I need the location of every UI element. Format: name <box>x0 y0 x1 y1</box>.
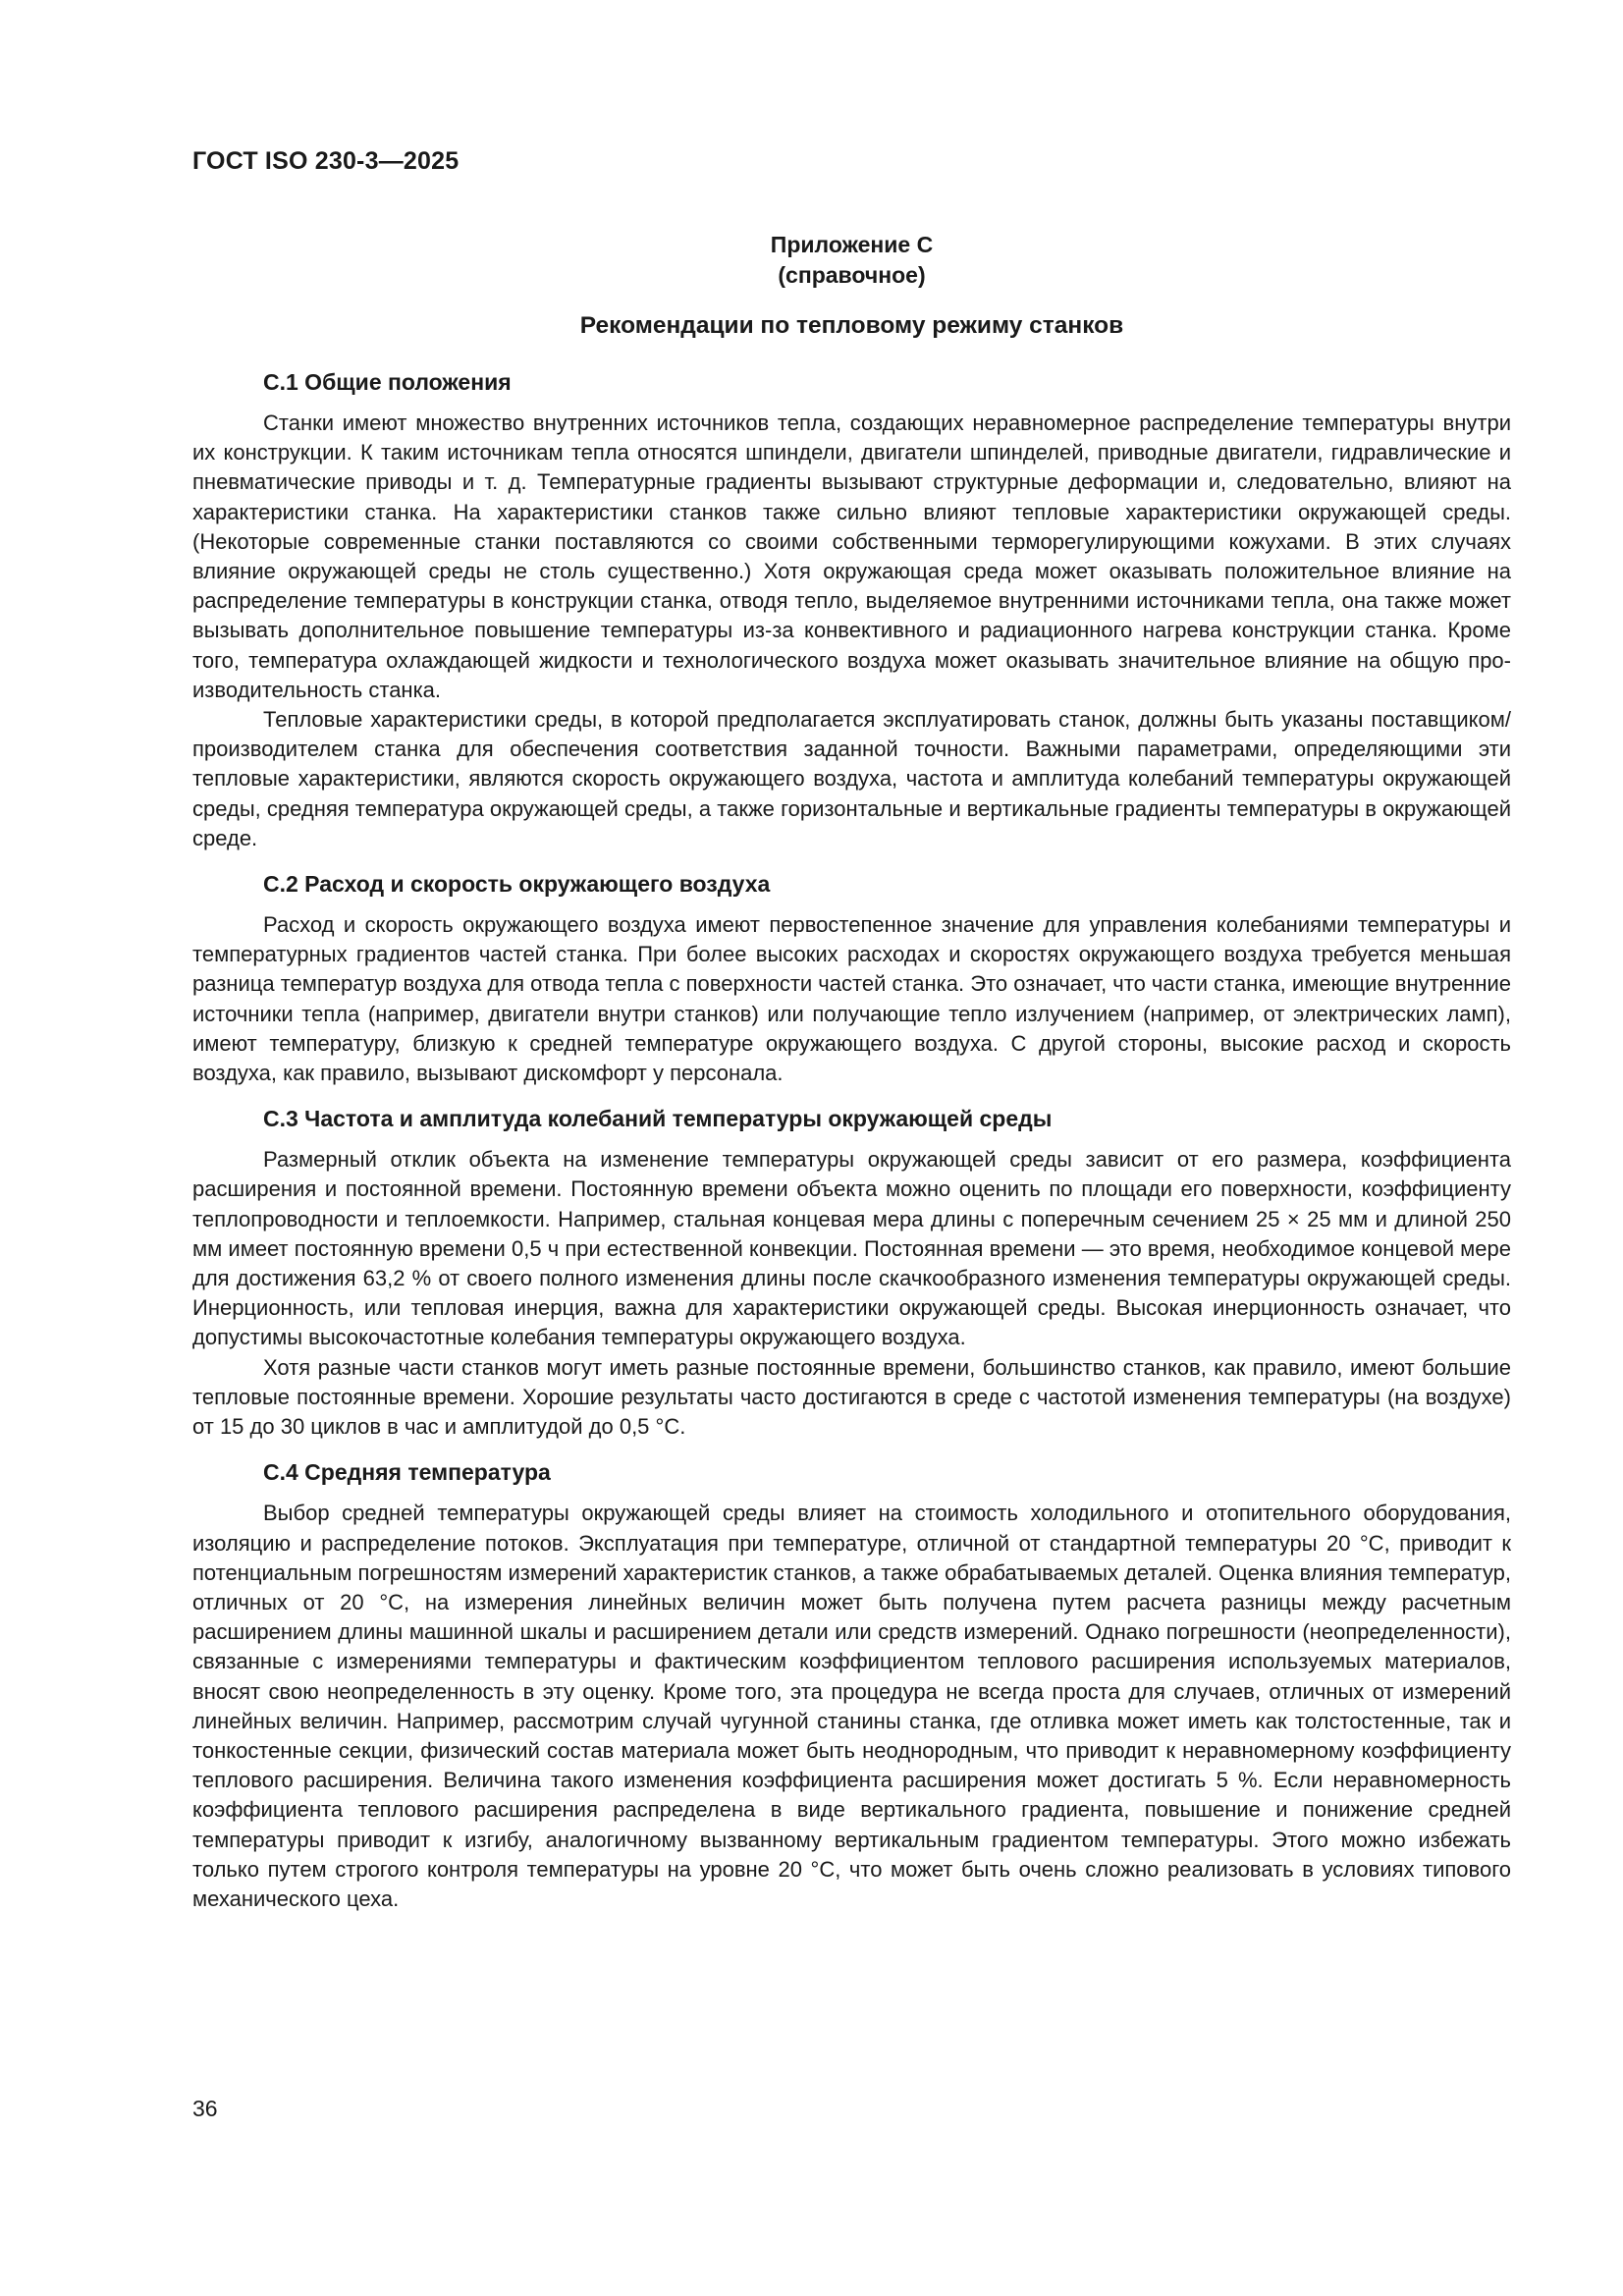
section-heading: С.1 Общие положения <box>263 369 512 395</box>
annex-title: Рекомендации по тепловому режиму станков <box>579 312 1124 339</box>
paragraph: Хотя разные части станков могут иметь разные постоянные времени, большинство станков, как правило, имеют большие тепловые постоянные времени. Хорошие результаты часто достигаются в среде с частотой изменения температуры (на воздухе) от 15 до 30 циклов в час и амплитудой до 0,5 °C. <box>192 1354 1511 1440</box>
paragraph: Станки имеют множество внутренних источников тепла, создающих неравномерное распределение температуры внутри их конструкции. К таким источникам тепла относятся шпиндели, двигатели шпинделей, приводные двигатели, гидравлические и пневматические приводы и т. д. Температурные градиенты вызывают структурные деформации и, следовательно, влияют на характеристики станка. На характеристики станков также сильно влияют тепловые характеристики окружающей среды. (Некоторые современные станки поставляются со своими собственными терморегулирующими кожухами. В этих случаях влияние окружающей среды не столь существенно.) Хотя окружающая среда может оказывать положительное влияние на распределение температуры в конструкции станка, отводя тепло, выделяемое внутренними источниками тепла, она также может вызывать дополнительное повышение температуры из-за конвективного и радиационного нагрева конструкции станка. Кроме того, температура охлаждающей жидкости и технологического воздуха может оказывать значительное влияние на общую производительность станка. <box>192 410 1511 702</box>
paragraph: Размерный отклик объекта на изменение температуры окружающей среды зависит от его размера, коэффициента расширения и постоянной времени. Постоянную времени объекта можно оценить по площади его поверхности, коэффициенту теплопроводности и теплоемкости. Например, стальная концевая мера длины с поперечным сечением 25 × 25 мм и длиной 250 мм имеет постоянную времени 0,5 ч при естественной конвекции. Постоянная времени — это время, необходимое концевой мере для достижения 63,2 % от своего полного изменения длины после скачкообразного изменения температуры окружающей среды. Инерционность, или тепловая инерция, важна для характеристики окружающей среды. Высокая инерционность означает, что допустимы высокочастотные колебания температуры окружающего воздуха. <box>192 1147 1511 1350</box>
section-c3 <box>192 1104 1511 1442</box>
paragraph: Выбор средней температуры окружающей среды влияет на стоимость холодильного и отопительного оборудования, изоляцию и распределение потоков. Эксплуатация при температуре, отличной от стандартной температуры 20 °C, приводит к потенциальным погрешностям измерений характеристик станков, а также обрабатываемых деталей. Оценка влияния температур, отличных от 20 °C, на измерения линейных величин может быть получена путем расчета разницы между расчетным расширением длины машинной шкалы и расширением детали или средств измерений. Однако погрешности (неопределенности), связанные с измерениями температуры и фактическим коэффициентом теплового расширения используемых материалов, вносят свою неопределенность в эту оценку. Кроме того, эта процедура не всегда проста для случаев, отличных от измерений линейных величин. Например, рассмотрим случай чугунной станины станка, где отливка может иметь как толстостенные, так и тонкостенные секции, физический состав материала может быть неоднородным, что приводит к неравномерному коэффициенту теплового расширения. Величина такого изменения коэффициента расширения может достигать 5 %. Если неравномерность коэффициента теплового расширения распределена в виде вертикального градиента, повышение и понижение средней температуры приводит к изгибу, аналогичному вызванному вертикальным градиентом температуры. Этого можно избежать только путем строгого контроля температуры на уровне 20 °C, что может быть очень сложно реализовать в условиях типового механического цеха. <box>192 1501 1511 1911</box>
page-number: 36 <box>192 2096 218 2121</box>
standard-designation: ГОСТ ISO 230-3—2025 <box>192 147 460 175</box>
section-heading: С.2 Расход и скорость окружающего воздуха <box>263 871 771 898</box>
document-body <box>192 367 1511 1930</box>
section-c2 <box>192 869 1511 1088</box>
section-heading: С.3 Частота и амплитуда колебаний температуры окружающей среды <box>263 1106 1053 1132</box>
section-c1 <box>192 367 1511 853</box>
section-heading: С.4 Средняя температура <box>263 1459 551 1486</box>
annex-status: (справочное) <box>778 262 926 288</box>
annex-heading <box>192 230 1511 291</box>
section-c4 <box>192 1457 1511 1914</box>
paragraph: Расход и скорость окружающего воздуха имеют первостепенное значение для управления колебаниями температуры и температурных градиентов частей станка. При более высоких расходах и скоростях окружающего воздуха требуется меньшая разница температур воздуха для отвода тепла с поверхности частей станка. Это означает, что части станка, имеющие внутренние источники тепла (например, двигатели внутри станков) или получающие тепло излучением (например, от электрических ламп), имеют температуру, близкую к средней температуре окружающего воздуха. С другой стороны, высокие расход и скорость воздуха, как правило, вызывают дискомфорт у персонала. <box>192 912 1511 1086</box>
annex-label: Приложение С <box>770 232 934 257</box>
paragraph: Тепловые характеристики среды, в которой предполагается эксплуатировать станок, должны быть указаны поставщиком/производителем станка для обеспечения соответствия заданной точности. Важными параметрами, определяющими эти тепловые характеристики, являются скорость окружающего воздуха, частота и амплитуда колебаний температуры окружающей среды, средняя температура окружающей среды, а также горизонтальные и вертикальные градиенты температуры в окружающей среде. <box>192 707 1511 850</box>
